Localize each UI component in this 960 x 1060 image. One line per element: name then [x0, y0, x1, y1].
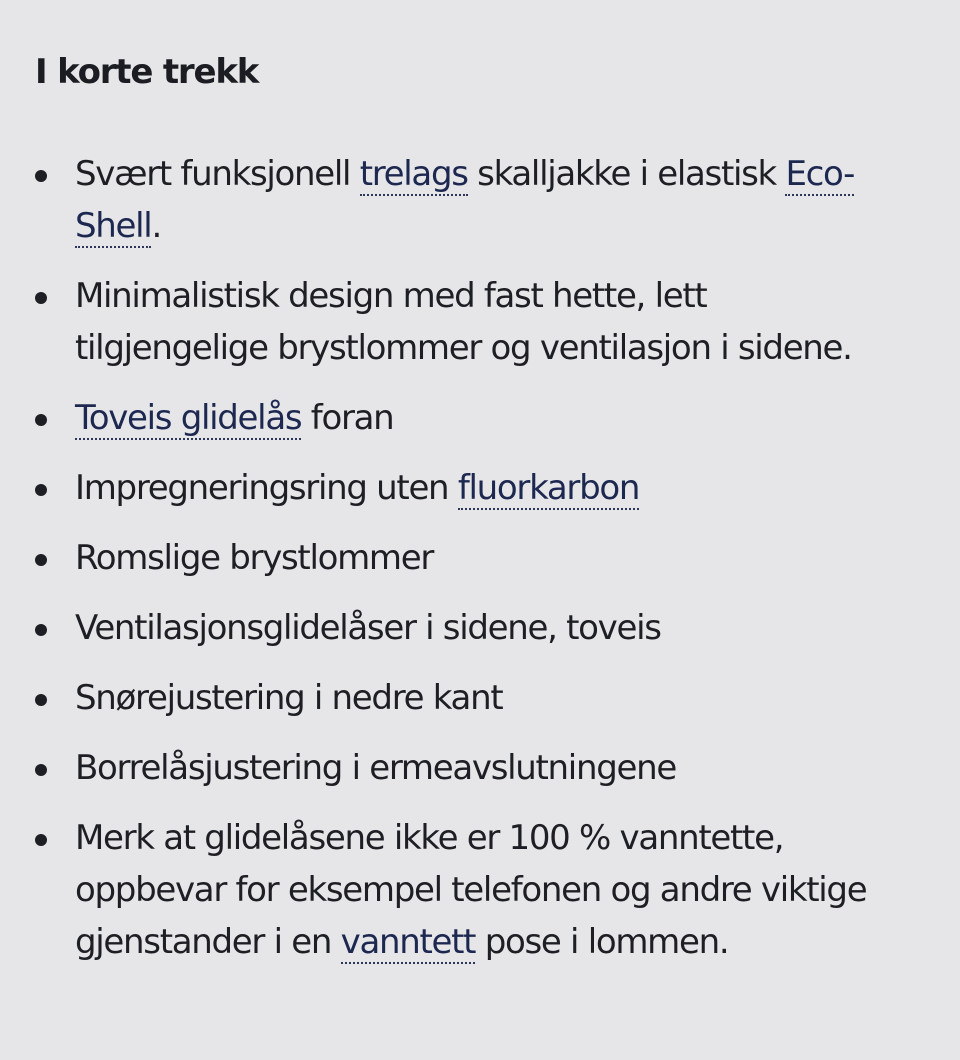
bullet-icon [35, 292, 47, 304]
list-item [35, 742, 905, 794]
bullet-icon [35, 414, 47, 426]
bullet-icon [35, 694, 47, 706]
bullet-icon [35, 484, 47, 496]
bullet-icon [35, 764, 47, 776]
feature-text [75, 538, 433, 578]
feature-text-segment: skalljakke i elastisk [467, 154, 786, 194]
term-link-vanntett[interactable]: vanntett [340, 922, 476, 962]
feature-text-segment: foran [301, 398, 394, 438]
feature-text [75, 818, 866, 964]
feature-text-segment: Borrelåsjustering i ermeavslutningene [75, 748, 676, 788]
term-link-trelags[interactable]: trelags [359, 154, 468, 194]
list-item [35, 270, 905, 374]
list-item [35, 462, 905, 514]
feature-list [35, 148, 905, 968]
bullet-icon [35, 554, 47, 566]
feature-text [75, 398, 393, 440]
feature-text-segment: Snørejustering i nedre kant [75, 678, 503, 718]
feature-text-segment: Romslige brystlommer [75, 538, 434, 578]
list-item [35, 392, 905, 444]
list-item [35, 672, 905, 724]
feature-text-segment: Svært funksjonell [75, 154, 360, 194]
feature-text [75, 468, 639, 510]
feature-text [75, 154, 854, 248]
list-item [35, 812, 905, 968]
feature-text [75, 678, 502, 718]
feature-text [75, 608, 661, 648]
section-title: I korte trekk [35, 52, 259, 92]
term-link-toveis-glidelas[interactable]: Toveis glidelås [75, 398, 302, 438]
feature-text [75, 748, 676, 788]
feature-text-segment: Ventilasjonsglidelåser i sidene, toveis [75, 608, 661, 648]
term-link-eco-shell[interactable]: Eco-Shell [75, 154, 855, 246]
list-item [35, 148, 905, 252]
bullet-icon [35, 624, 47, 636]
feature-text-segment: Minimalistisk design med fast hette, lett tilgjengelige brystlommer og ventilasjon i sidene. [75, 276, 852, 368]
feature-text-segment: Impregneringsring uten [75, 468, 458, 508]
list-item [35, 532, 905, 584]
bullet-icon [35, 834, 47, 846]
feature-text-segment: Merk at glidelåsene ikke er 100 % vanntette, oppbevar for eksempel telefonen og andre viktige gjenstander i en [75, 818, 867, 962]
term-link-fluorkarbon[interactable]: fluorkarbon [457, 468, 640, 508]
bullet-icon [35, 170, 47, 182]
feature-text-segment: . [151, 206, 161, 246]
list-item [35, 602, 905, 654]
feature-text [75, 276, 852, 368]
feature-text-segment: pose i lommen. [475, 922, 729, 962]
